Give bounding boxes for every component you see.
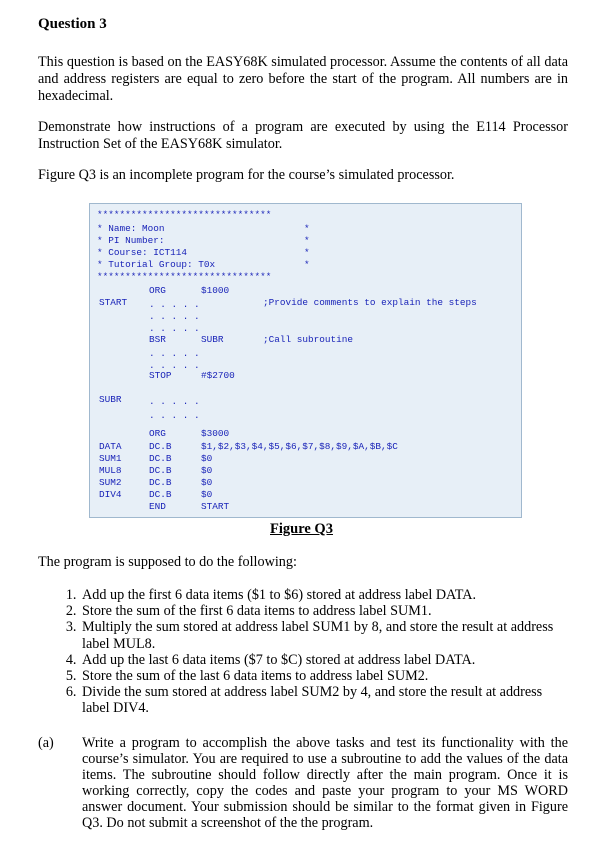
code-op: DC.B: [149, 453, 172, 464]
code-header-star-right: *: [304, 235, 310, 246]
code-label: START: [99, 297, 128, 308]
code-op: BSR: [149, 334, 166, 345]
code-op: DC.B: [149, 465, 172, 476]
code-op: DC.B: [149, 477, 172, 488]
code-header-star-right: *: [304, 259, 310, 270]
figure-intro-paragraph: Figure Q3 is an incomplete program for the course’s simulated processor.: [38, 167, 455, 183]
code-label: DATA: [99, 441, 122, 452]
supposed-paragraph: The program is supposed to do the following:: [38, 554, 297, 570]
code-op: STOP: [149, 370, 172, 381]
code-label: SUM1: [99, 453, 122, 464]
code-border-bottom: *******************************: [97, 271, 272, 282]
demonstrate-paragraph: Demonstrate how instructions of a program are executed by using the E114 Processor Instruction Set of the EASY68K simulator.: [38, 119, 568, 152]
code-arg: $0: [201, 489, 213, 500]
intro-paragraph: This question is based on the EASY68K simulated processor. Assume the contents of all data and address registers are equal to zero before the start of the program. All numbers are in hexadecimal.: [38, 54, 568, 104]
code-op: . . . . .: [149, 360, 200, 371]
code-border-top: *******************************: [97, 209, 272, 220]
question-heading: Question 3: [38, 16, 107, 32]
code-label: SUBR: [99, 394, 122, 405]
list-item: 6. Divide the sum stored at address label SUM2 by 4, and store the result at address label DIV4.: [80, 684, 568, 716]
code-arg: $3000: [201, 428, 230, 439]
list-item: 4. Add up the last 6 data items ($7 to $C) stored at address label DATA.: [80, 652, 568, 668]
figure-caption: Figure Q3: [270, 521, 333, 537]
code-arg: $1,$2,$3,$4,$5,$6,$7,$8,$9,$A,$B,$C: [201, 441, 398, 452]
part-a-label: (a): [38, 735, 54, 751]
code-op: . . . . .: [149, 323, 200, 334]
code-header-course: * Course: ICT114: [97, 247, 188, 258]
code-comment: ;Call subroutine: [263, 334, 354, 345]
code-label: SUM2: [99, 477, 122, 488]
list-item: 3. Multiply the sum stored at address label SUM1 by 8, and store the result at address label MUL8.: [80, 619, 568, 651]
code-label: DIV4: [99, 489, 122, 500]
code-arg: START: [201, 501, 230, 512]
code-op: END: [149, 501, 166, 512]
code-header-group: * Tutorial Group: T0x: [97, 259, 216, 270]
code-op: . . . . .: [149, 311, 200, 322]
code-arg: $0: [201, 453, 213, 464]
part-a-text: Write a program to accomplish the above tasks and test its functionality with the course’s simulator. You are required to use a subroutine to add the values of the data items. The subroutine should follow directly after the main program. Once it is working correctly, copy the codes and paste your program to your MS WORD answer document. Your submission should be similar to the format given in Figure Q3. Do not submit a screenshot of the the program.: [82, 735, 568, 831]
code-comment: ;Provide comments to explain the steps: [263, 297, 477, 308]
code-header-name: * Name: Moon: [97, 223, 165, 234]
list-item: 1. Add up the first 6 data items ($1 to $6) stored at address label DATA.: [80, 587, 568, 603]
code-op: ORG: [149, 428, 166, 439]
code-arg: SUBR: [201, 334, 224, 345]
code-listing-box: [89, 203, 522, 518]
code-header-star-right: *: [304, 247, 310, 258]
code-arg: $0: [201, 465, 213, 476]
list-item: 2. Store the sum of the first 6 data items to address label SUM1.: [80, 603, 568, 619]
code-op: DC.B: [149, 441, 172, 452]
code-op: DC.B: [149, 489, 172, 500]
task-list: [38, 587, 568, 717]
code-op: . . . . .: [149, 299, 200, 310]
code-arg: $1000: [201, 285, 230, 296]
code-op: . . . . .: [149, 410, 200, 421]
code-header-star-right: *: [304, 223, 310, 234]
code-op: ORG: [149, 285, 166, 296]
code-arg: $0: [201, 477, 213, 488]
code-header-pi: * PI Number:: [97, 235, 165, 246]
list-item: 5. Store the sum of the last 6 data items to address label SUM2.: [80, 668, 568, 684]
code-op: . . . . .: [149, 348, 200, 359]
code-arg: #$2700: [201, 370, 235, 381]
code-label: MUL8: [99, 465, 122, 476]
code-op: . . . . .: [149, 396, 200, 407]
